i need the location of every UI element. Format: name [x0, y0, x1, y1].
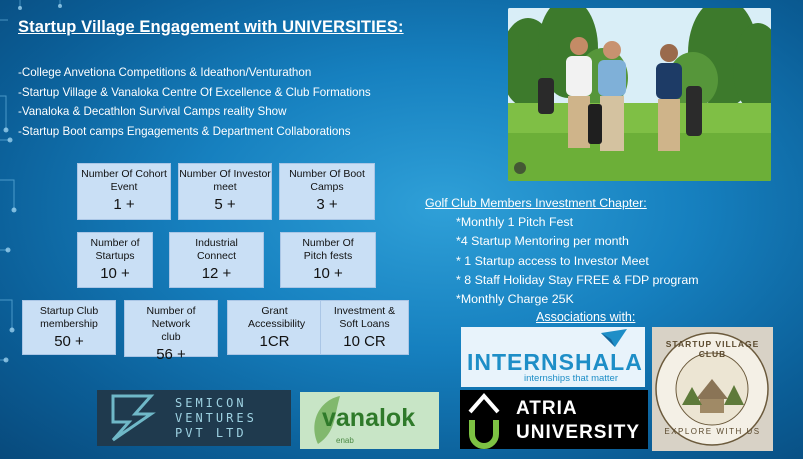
- list-item: -College Anvetiona Competitions & Ideathon/Venturathon: [18, 66, 312, 79]
- stat-boot-camps: Number Of Boot Camps 3 +: [279, 163, 375, 220]
- page-title: Startup Village Engagement with UNIVERSITIES:: [18, 18, 404, 36]
- semicon-s-icon: [101, 390, 161, 446]
- list-item: -Startup Village & Vanaloka Centre Of Excellence & Club Formations: [18, 85, 371, 99]
- semicon-ventures-logo: SEMICON VENTURES PVT LTD: [97, 390, 291, 446]
- list-item: -Vanaloka & Decathlon Survival Camps reality Show: [18, 105, 287, 118]
- stat-network-club: Number of Network club 56 +: [124, 300, 218, 357]
- associations-heading: Associations with:: [536, 310, 636, 324]
- engagement-list: [18, 63, 371, 141]
- list-item: *Monthly 1 Pitch Fest: [456, 215, 574, 230]
- stat-club-membership: Startup Club membership 50 +: [22, 300, 116, 355]
- golfers-photo: [508, 8, 771, 181]
- internshala-logo: INTERNSHALA internships that matter: [461, 327, 645, 387]
- stat-investment-loans: Investment & Soft Loans 10 CR: [320, 300, 409, 355]
- golf-investment-chapter: [425, 194, 699, 309]
- stat-investor-meet: Number Of Investor meet 5 +: [178, 163, 272, 220]
- vanalok-logo: vanalok enab: [300, 392, 439, 449]
- stat-grant-accessibility: Grant Accessibility 1CR: [227, 300, 322, 355]
- stat-cohort-event: Number Of Cohort Event 1 +: [77, 163, 171, 220]
- list-item: * 8 Staff Holiday Stay FREE & FDP program: [456, 272, 699, 287]
- list-item: * 1 Startup access to Investor Meet: [456, 253, 649, 268]
- list-item: *4 Startup Mentoring per month: [456, 234, 629, 249]
- stat-industrial-connect: Industrial Connect 12 +: [169, 232, 264, 288]
- list-item: *Monthly Charge 25K: [456, 292, 574, 307]
- list-item: -Startup Boot camps Engagements & Department Collaborations: [18, 124, 351, 138]
- stat-startups: Number of Startups 10 +: [77, 232, 153, 288]
- golf-chapter-heading: Golf Club Members Investment Chapter:: [425, 196, 647, 210]
- startup-village-club-logo: STARTUP VILLAGE CLUB EXPLORE WITH US: [652, 327, 773, 451]
- stat-pitch-fests: Number Of Pitch fests 10 +: [280, 232, 376, 288]
- atria-mark-icon: [464, 390, 508, 449]
- atria-university-logo: ATRIA UNIVERSITY: [460, 390, 648, 449]
